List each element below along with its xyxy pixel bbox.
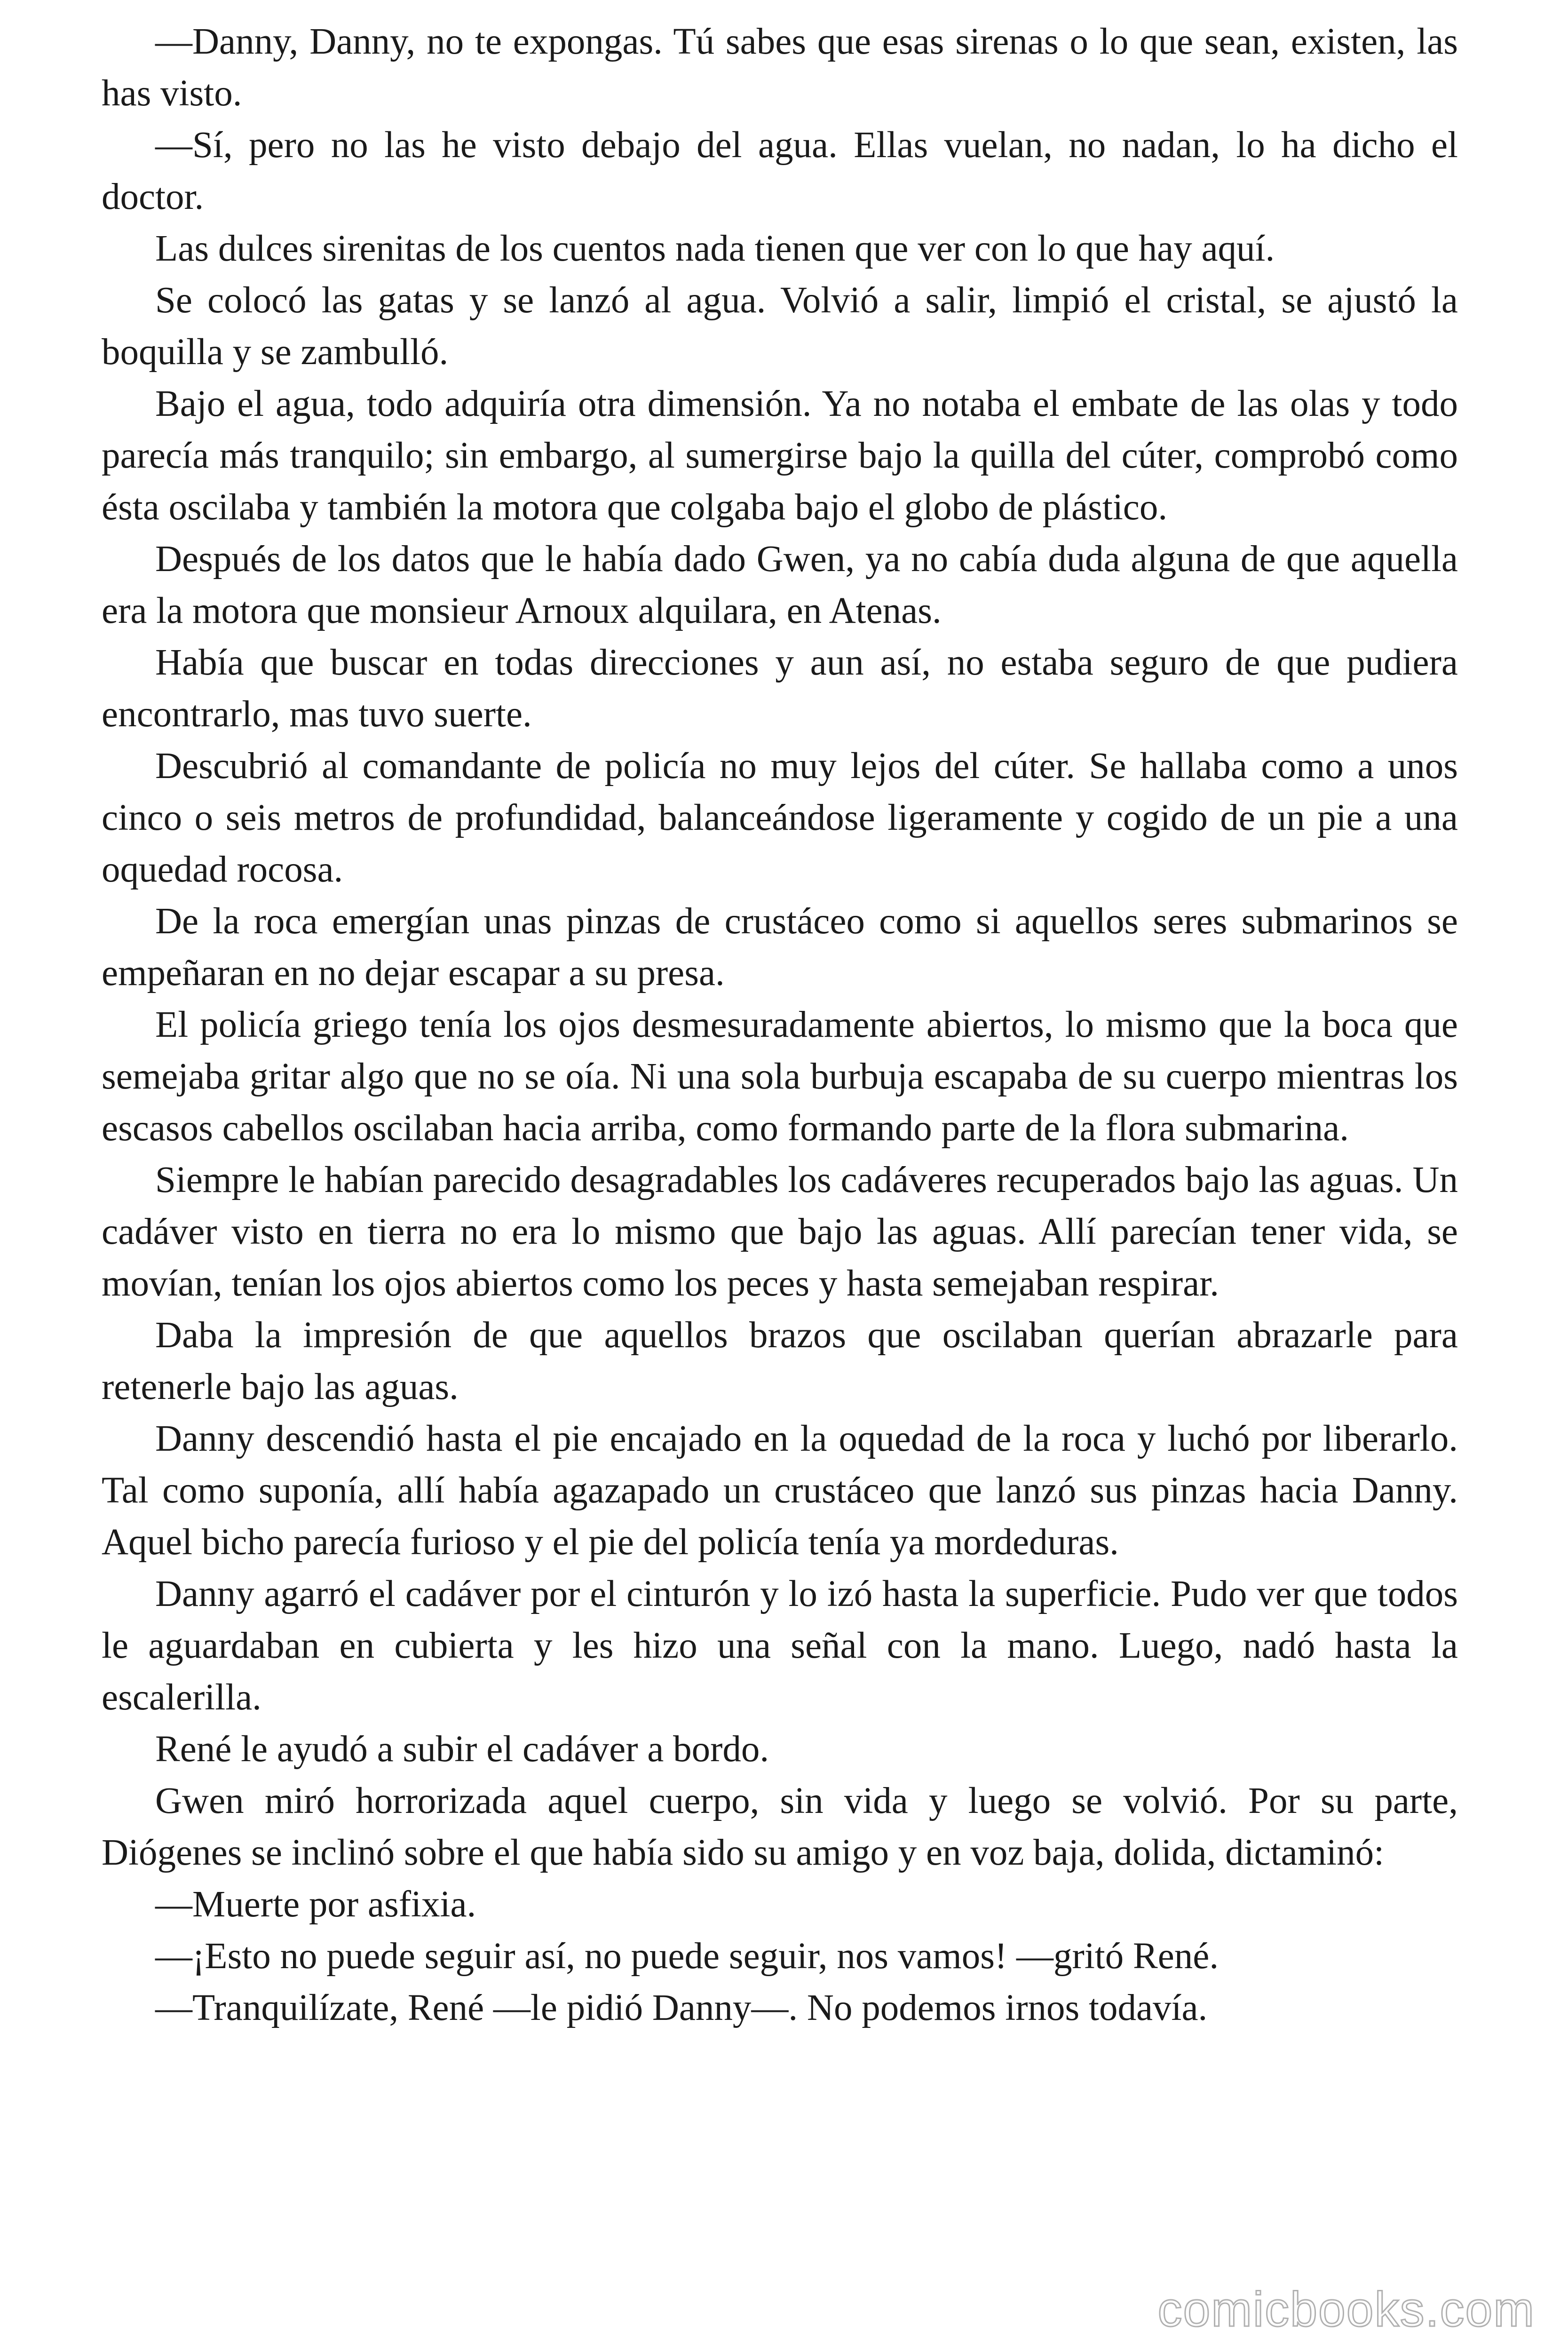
- paragraph: Después de los datos que le había dado Gwen, ya no cabía duda alguna de que aquella era la motora que monsieur Arnoux alquilara, en Atenas.: [102, 539, 1458, 631]
- paragraph: Descubrió al comandante de policía no muy lejos del cúter. Se hallaba como a unos cinco o seis metros de profundidad, balanceándose ligeramente y cogido de un pie a una oquedad rocosa.: [102, 746, 1458, 890]
- paragraph: Había que buscar en todas direcciones y aun así, no estaba seguro de que pudiera encontrarlo, mas tuvo suerte.: [102, 642, 1458, 735]
- page-text: [102, 16, 1458, 2034]
- paragraph: Danny descendió hasta el pie encajado en la oquedad de la roca y luchó por liberarlo. Tal como suponía, allí había agazapado un crustáceo que lanzó sus pinzas hacia Danny. Aquel bicho parecía furioso y el pie del policía tenía ya mordeduras.: [102, 1418, 1458, 1563]
- paragraph: Bajo el agua, todo adquiría otra dimensión. Ya no notaba el embate de las olas y todo parecía más tranquilo; sin embargo, al sumergirse bajo la quilla del cúter, comprobó como ésta oscilaba y también la motora que colgaba bajo el globo de plástico.: [102, 383, 1458, 528]
- paragraph: —¡Esto no puede seguir así, no puede seguir, nos vamos! —gritó René.: [155, 1936, 1219, 1977]
- watermark: comicbooks.com: [1157, 2282, 1535, 2337]
- paragraph: —Muerte por asfixia.: [155, 1884, 476, 1925]
- paragraph: Siempre le habían parecido desagradables los cadáveres recuperados bajo las aguas. Un cadáver visto en tierra no era lo mismo que bajo las aguas. Allí parecían tener vida, se movían, tenían los ojos abiertos como los peces y hasta semejaban respirar.: [102, 1160, 1458, 1304]
- paragraph: —Danny, Danny, no te expongas. Tú sabes que esas sirenas o lo que sean, existen, las has visto.: [102, 21, 1458, 114]
- paragraph: El policía griego tenía los ojos desmesuradamente abiertos, lo mismo que la boca que semejaba gritar algo que no se oía. Ni una sola burbuja escapaba de su cuerpo mientras los escasos cabellos oscilaban hacia arriba, como formando parte de la flora submarina.: [102, 1004, 1458, 1149]
- paragraph: —Tranquilízate, René —le pidió Danny—. No podemos irnos todavía.: [155, 1987, 1208, 2028]
- paragraph: Daba la impresión de que aquellos brazos que oscilaban querían abrazarle para retenerle bajo las aguas.: [102, 1315, 1458, 1407]
- paragraph: De la roca emergían unas pinzas de crustáceo como si aquellos seres submarinos se empeñaran en no dejar escapar a su presa.: [102, 901, 1458, 993]
- paragraph: Las dulces sirenitas de los cuentos nada tienen que ver con lo que hay aquí.: [155, 228, 1275, 269]
- paragraph: René le ayudó a subir el cadáver a bordo.: [155, 1729, 769, 1770]
- paragraph: Danny agarró el cadáver por el cinturón y lo izó hasta la superficie. Pudo ver que todos le aguardaban en cubierta y les hizo una señal con la mano. Luego, nadó hasta la escalerilla.: [102, 1573, 1458, 1718]
- paragraph: Gwen miró horrorizada aquel cuerpo, sin vida y luego se volvió. Por su parte, Diógenes se inclinó sobre el que había sido su amigo y en voz baja, dolida, dictaminó:: [102, 1780, 1458, 1873]
- paragraph: —Sí, pero no las he visto debajo del agua. Ellas vuelan, no nadan, lo ha dicho el doctor.: [102, 125, 1458, 217]
- paragraph: Se colocó las gatas y se lanzó al agua. Volvió a salir, limpió el cristal, se ajustó la boquilla y se zambulló.: [102, 280, 1458, 373]
